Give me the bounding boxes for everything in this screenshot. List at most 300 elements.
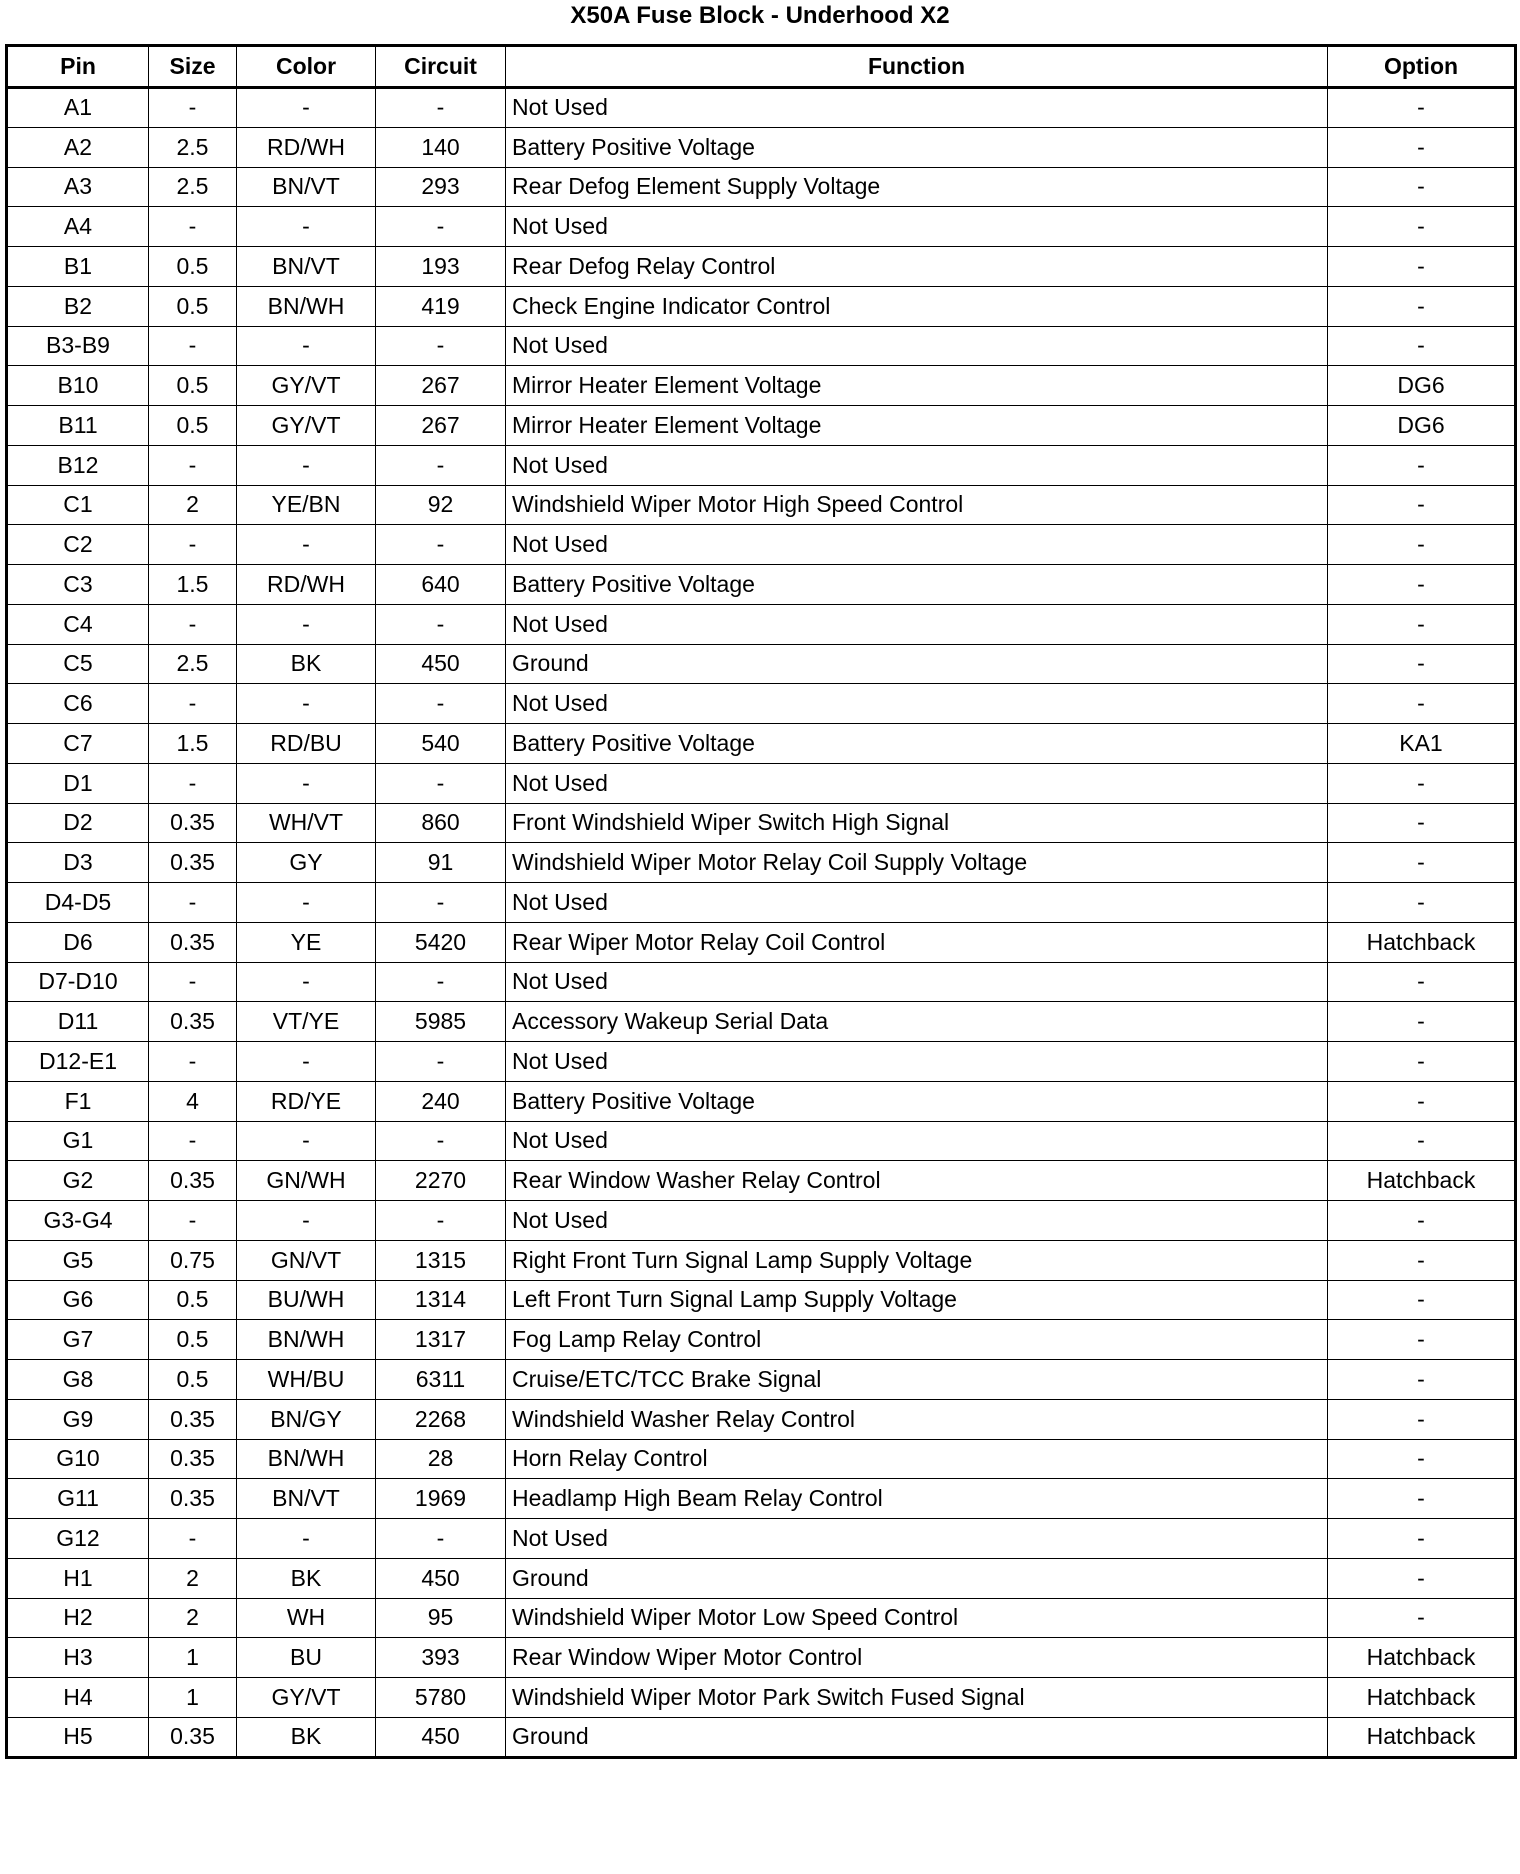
cell-pin: G5 (7, 1240, 149, 1280)
cell-color: - (237, 445, 376, 485)
cell-pin: A4 (7, 207, 149, 247)
cell-size: - (149, 1121, 237, 1161)
cell-size: 0.5 (149, 366, 237, 406)
table-row (7, 1002, 1516, 1042)
table-row (7, 724, 1516, 764)
cell-option: - (1328, 247, 1516, 287)
cell-color: BU (237, 1638, 376, 1678)
cell-function: Not Used (506, 763, 1328, 803)
cell-circuit: 860 (376, 803, 506, 843)
cell-function: Left Front Turn Signal Lamp Supply Voltage (506, 1280, 1328, 1320)
cell-circuit: - (376, 326, 506, 366)
cell-size: 0.5 (149, 406, 237, 446)
cell-circuit: 193 (376, 247, 506, 287)
cell-circuit: - (376, 207, 506, 247)
cell-option: - (1328, 1042, 1516, 1082)
column-header-option: Option (1328, 46, 1516, 88)
cell-pin: B11 (7, 406, 149, 446)
table-row (7, 1479, 1516, 1519)
cell-function: Windshield Wiper Motor Relay Coil Supply Voltage (506, 843, 1328, 883)
cell-circuit: 1969 (376, 1479, 506, 1519)
cell-circuit: - (376, 1121, 506, 1161)
cell-circuit: 1317 (376, 1320, 506, 1360)
cell-color: - (237, 326, 376, 366)
cell-circuit: 267 (376, 366, 506, 406)
table-row (7, 1320, 1516, 1360)
cell-pin: G7 (7, 1320, 149, 1360)
cell-pin: G8 (7, 1360, 149, 1400)
cell-size: 2.5 (149, 127, 237, 167)
cell-circuit: - (376, 445, 506, 485)
table-row (7, 1081, 1516, 1121)
cell-color: BN/WH (237, 1320, 376, 1360)
cell-size: - (149, 962, 237, 1002)
table-row (7, 88, 1516, 128)
cell-color: YE/BN (237, 485, 376, 525)
cell-option: - (1328, 1280, 1516, 1320)
cell-option: - (1328, 127, 1516, 167)
cell-option: - (1328, 763, 1516, 803)
cell-option: - (1328, 1439, 1516, 1479)
cell-size: - (149, 1201, 237, 1241)
cell-option: - (1328, 1598, 1516, 1638)
cell-size: 0.5 (149, 286, 237, 326)
cell-circuit: 2268 (376, 1399, 506, 1439)
cell-size: 0.35 (149, 1002, 237, 1042)
cell-color: BN/VT (237, 247, 376, 287)
cell-option: - (1328, 485, 1516, 525)
cell-size: - (149, 207, 237, 247)
cell-pin: D7-D10 (7, 962, 149, 1002)
cell-function: Mirror Heater Element Voltage (506, 366, 1328, 406)
cell-pin: F1 (7, 1081, 149, 1121)
cell-pin: A2 (7, 127, 149, 167)
table-row (7, 565, 1516, 605)
cell-color: - (237, 88, 376, 128)
cell-pin: B2 (7, 286, 149, 326)
table-row (7, 1598, 1516, 1638)
cell-color: - (237, 1201, 376, 1241)
table-row (7, 962, 1516, 1002)
table-row (7, 1121, 1516, 1161)
cell-color: RD/YE (237, 1081, 376, 1121)
cell-color: - (237, 207, 376, 247)
cell-function: Ground (506, 1717, 1328, 1757)
cell-color: - (237, 962, 376, 1002)
cell-option: - (1328, 1081, 1516, 1121)
table-row (7, 883, 1516, 923)
cell-color: BK (237, 644, 376, 684)
cell-pin: G2 (7, 1161, 149, 1201)
cell-circuit: 240 (376, 1081, 506, 1121)
cell-function: Horn Relay Control (506, 1439, 1328, 1479)
cell-size: 0.5 (149, 1360, 237, 1400)
cell-function: Not Used (506, 326, 1328, 366)
table-row (7, 525, 1516, 565)
cell-pin: C7 (7, 724, 149, 764)
cell-circuit: - (376, 604, 506, 644)
cell-color: RD/WH (237, 127, 376, 167)
cell-function: Not Used (506, 684, 1328, 724)
cell-function: Headlamp High Beam Relay Control (506, 1479, 1328, 1519)
cell-option: Hatchback (1328, 1161, 1516, 1201)
cell-size: - (149, 525, 237, 565)
cell-size: 1.5 (149, 724, 237, 764)
cell-pin: C1 (7, 485, 149, 525)
cell-circuit: 267 (376, 406, 506, 446)
cell-pin: G9 (7, 1399, 149, 1439)
page-title: X50A Fuse Block - Underhood X2 (570, 2, 950, 29)
cell-circuit: 1314 (376, 1280, 506, 1320)
cell-size: 0.35 (149, 1479, 237, 1519)
cell-color: WH/BU (237, 1360, 376, 1400)
table-row (7, 1638, 1516, 1678)
cell-size: - (149, 883, 237, 923)
cell-circuit: 6311 (376, 1360, 506, 1400)
column-header-pin: Pin (7, 46, 149, 88)
table-row (7, 803, 1516, 843)
cell-circuit: 5420 (376, 922, 506, 962)
cell-color: GN/WH (237, 1161, 376, 1201)
cell-size: 0.5 (149, 247, 237, 287)
cell-size: 0.35 (149, 843, 237, 883)
cell-color: - (237, 1042, 376, 1082)
cell-circuit: - (376, 1519, 506, 1559)
cell-pin: G1 (7, 1121, 149, 1161)
cell-pin: D6 (7, 922, 149, 962)
cell-option: - (1328, 565, 1516, 605)
cell-color: GY/VT (237, 1678, 376, 1718)
cell-option: - (1328, 1320, 1516, 1360)
table-row (7, 445, 1516, 485)
cell-option: DG6 (1328, 406, 1516, 446)
cell-option: - (1328, 286, 1516, 326)
cell-function: Battery Positive Voltage (506, 724, 1328, 764)
cell-option: - (1328, 1399, 1516, 1439)
table-row (7, 1042, 1516, 1082)
cell-option: - (1328, 1121, 1516, 1161)
cell-size: 1 (149, 1678, 237, 1718)
cell-pin: C4 (7, 604, 149, 644)
cell-circuit: 540 (376, 724, 506, 764)
cell-size: 0.35 (149, 1717, 237, 1757)
cell-color: GY (237, 843, 376, 883)
cell-size: - (149, 445, 237, 485)
cell-circuit: 5985 (376, 1002, 506, 1042)
cell-function: Rear Window Wiper Motor Control (506, 1638, 1328, 1678)
cell-function: Not Used (506, 962, 1328, 1002)
cell-color: BN/WH (237, 286, 376, 326)
cell-color: WH/VT (237, 803, 376, 843)
cell-function: Not Used (506, 604, 1328, 644)
table-row (7, 763, 1516, 803)
cell-circuit: - (376, 525, 506, 565)
cell-function: Not Used (506, 525, 1328, 565)
cell-function: Rear Defog Element Supply Voltage (506, 167, 1328, 207)
table-row (7, 1519, 1516, 1559)
cell-option: - (1328, 445, 1516, 485)
cell-function: Windshield Wiper Motor High Speed Control (506, 485, 1328, 525)
cell-circuit: 95 (376, 1598, 506, 1638)
cell-option: - (1328, 803, 1516, 843)
cell-pin: G10 (7, 1439, 149, 1479)
cell-circuit: 640 (376, 565, 506, 605)
cell-pin: H3 (7, 1638, 149, 1678)
table-row (7, 366, 1516, 406)
cell-function: Front Windshield Wiper Switch High Signal (506, 803, 1328, 843)
table-row (7, 1280, 1516, 1320)
cell-option: - (1328, 962, 1516, 1002)
table-row (7, 1360, 1516, 1400)
cell-function: Battery Positive Voltage (506, 1081, 1328, 1121)
cell-color: BU/WH (237, 1280, 376, 1320)
column-header-color: Color (237, 46, 376, 88)
cell-pin: H1 (7, 1558, 149, 1598)
cell-function: Not Used (506, 883, 1328, 923)
table-row (7, 286, 1516, 326)
cell-pin: B10 (7, 366, 149, 406)
cell-function: Not Used (506, 88, 1328, 128)
cell-color: BN/VT (237, 167, 376, 207)
cell-option: - (1328, 1002, 1516, 1042)
cell-function: Mirror Heater Element Voltage (506, 406, 1328, 446)
cell-size: 0.35 (149, 803, 237, 843)
header-row (7, 46, 1516, 88)
table-row (7, 604, 1516, 644)
table-row (7, 1717, 1516, 1757)
cell-pin: H4 (7, 1678, 149, 1718)
cell-function: Ground (506, 644, 1328, 684)
cell-circuit: - (376, 962, 506, 1002)
table-row (7, 922, 1516, 962)
cell-color: GY/VT (237, 406, 376, 446)
cell-function: Not Used (506, 1042, 1328, 1082)
cell-circuit: 450 (376, 1558, 506, 1598)
cell-circuit: - (376, 684, 506, 724)
cell-circuit: 293 (376, 167, 506, 207)
cell-size: 4 (149, 1081, 237, 1121)
cell-size: 2 (149, 485, 237, 525)
cell-pin: A3 (7, 167, 149, 207)
cell-color: - (237, 1519, 376, 1559)
cell-size: 0.35 (149, 1399, 237, 1439)
cell-option: KA1 (1328, 724, 1516, 764)
cell-size: 0.35 (149, 922, 237, 962)
cell-color: RD/BU (237, 724, 376, 764)
cell-option: - (1328, 167, 1516, 207)
cell-option: - (1328, 207, 1516, 247)
cell-option: - (1328, 843, 1516, 883)
table-row (7, 167, 1516, 207)
column-header-function: Function (506, 46, 1328, 88)
cell-option: - (1328, 326, 1516, 366)
cell-color: BN/VT (237, 1479, 376, 1519)
table-row (7, 485, 1516, 525)
cell-function: Windshield Wiper Motor Low Speed Control (506, 1598, 1328, 1638)
cell-option: - (1328, 525, 1516, 565)
cell-size: 0.35 (149, 1161, 237, 1201)
table-row (7, 1678, 1516, 1718)
table-row (7, 1201, 1516, 1241)
table-row (7, 207, 1516, 247)
cell-color: - (237, 763, 376, 803)
table-row (7, 1240, 1516, 1280)
cell-color: VT/YE (237, 1002, 376, 1042)
cell-pin: D3 (7, 843, 149, 883)
cell-option: - (1328, 684, 1516, 724)
cell-pin: G12 (7, 1519, 149, 1559)
cell-color: BN/GY (237, 1399, 376, 1439)
cell-function: Not Used (506, 207, 1328, 247)
cell-option: - (1328, 883, 1516, 923)
cell-circuit: 419 (376, 286, 506, 326)
cell-size: - (149, 88, 237, 128)
cell-size: 2.5 (149, 644, 237, 684)
cell-circuit: - (376, 1201, 506, 1241)
cell-pin: A1 (7, 88, 149, 128)
cell-option: - (1328, 1558, 1516, 1598)
table-body (7, 88, 1516, 1758)
cell-color: GN/VT (237, 1240, 376, 1280)
cell-pin: B1 (7, 247, 149, 287)
cell-circuit: 28 (376, 1439, 506, 1479)
cell-color: BK (237, 1717, 376, 1757)
cell-size: 2.5 (149, 167, 237, 207)
cell-size: 1 (149, 1638, 237, 1678)
cell-function: Not Used (506, 1201, 1328, 1241)
cell-circuit: - (376, 883, 506, 923)
cell-option: DG6 (1328, 366, 1516, 406)
cell-color: - (237, 604, 376, 644)
cell-pin: B3-B9 (7, 326, 149, 366)
cell-pin: D11 (7, 1002, 149, 1042)
cell-option: - (1328, 604, 1516, 644)
cell-size: - (149, 684, 237, 724)
cell-size: 0.5 (149, 1280, 237, 1320)
pinout-table (5, 44, 1517, 1759)
cell-function: Right Front Turn Signal Lamp Supply Voltage (506, 1240, 1328, 1280)
cell-pin: C2 (7, 525, 149, 565)
cell-pin: C5 (7, 644, 149, 684)
cell-function: Check Engine Indicator Control (506, 286, 1328, 326)
cell-circuit: - (376, 763, 506, 803)
cell-option: Hatchback (1328, 1717, 1516, 1757)
cell-circuit: 92 (376, 485, 506, 525)
table-row (7, 127, 1516, 167)
cell-size: 0.75 (149, 1240, 237, 1280)
column-header-size: Size (149, 46, 237, 88)
table-row (7, 1558, 1516, 1598)
table-row (7, 1399, 1516, 1439)
cell-size: - (149, 604, 237, 644)
cell-circuit: 393 (376, 1638, 506, 1678)
cell-function: Accessory Wakeup Serial Data (506, 1002, 1328, 1042)
cell-option: Hatchback (1328, 1638, 1516, 1678)
cell-size: - (149, 1042, 237, 1082)
cell-size: 1.5 (149, 565, 237, 605)
cell-circuit: 5780 (376, 1678, 506, 1718)
cell-pin: D2 (7, 803, 149, 843)
cell-option: - (1328, 644, 1516, 684)
cell-color: BK (237, 1558, 376, 1598)
cell-pin: G11 (7, 1479, 149, 1519)
cell-pin: G3-G4 (7, 1201, 149, 1241)
cell-pin: H2 (7, 1598, 149, 1638)
cell-pin: G6 (7, 1280, 149, 1320)
cell-size: - (149, 763, 237, 803)
cell-circuit: 450 (376, 1717, 506, 1757)
cell-function: Battery Positive Voltage (506, 127, 1328, 167)
cell-color: WH (237, 1598, 376, 1638)
cell-function: Battery Positive Voltage (506, 565, 1328, 605)
cell-circuit: - (376, 88, 506, 128)
cell-option: Hatchback (1328, 1678, 1516, 1718)
table-row (7, 1161, 1516, 1201)
cell-size: - (149, 326, 237, 366)
cell-function: Windshield Washer Relay Control (506, 1399, 1328, 1439)
table-row (7, 843, 1516, 883)
cell-pin: C3 (7, 565, 149, 605)
cell-function: Fog Lamp Relay Control (506, 1320, 1328, 1360)
cell-color: - (237, 883, 376, 923)
cell-option: - (1328, 1240, 1516, 1280)
cell-function: Rear Defog Relay Control (506, 247, 1328, 287)
cell-color: - (237, 1121, 376, 1161)
cell-option: Hatchback (1328, 922, 1516, 962)
table-row (7, 1439, 1516, 1479)
cell-size: 0.35 (149, 1439, 237, 1479)
cell-color: GY/VT (237, 366, 376, 406)
cell-pin: D1 (7, 763, 149, 803)
cell-pin: C6 (7, 684, 149, 724)
table-row (7, 684, 1516, 724)
cell-function: Not Used (506, 445, 1328, 485)
cell-circuit: 2270 (376, 1161, 506, 1201)
cell-size: - (149, 1519, 237, 1559)
cell-color: - (237, 684, 376, 724)
cell-color: - (237, 525, 376, 565)
cell-circuit: 91 (376, 843, 506, 883)
cell-function: Cruise/ETC/TCC Brake Signal (506, 1360, 1328, 1400)
cell-function: Rear Wiper Motor Relay Coil Control (506, 922, 1328, 962)
cell-color: RD/WH (237, 565, 376, 605)
cell-option: - (1328, 88, 1516, 128)
cell-size: 0.5 (149, 1320, 237, 1360)
cell-function: Ground (506, 1558, 1328, 1598)
table-row (7, 326, 1516, 366)
cell-function: Windshield Wiper Motor Park Switch Fused Signal (506, 1678, 1328, 1718)
cell-pin: D4-D5 (7, 883, 149, 923)
cell-circuit: - (376, 1042, 506, 1082)
table-row (7, 406, 1516, 446)
cell-size: 2 (149, 1598, 237, 1638)
cell-option: - (1328, 1201, 1516, 1241)
cell-pin: H5 (7, 1717, 149, 1757)
cell-color: BN/WH (237, 1439, 376, 1479)
cell-pin: B12 (7, 445, 149, 485)
cell-function: Not Used (506, 1121, 1328, 1161)
cell-function: Not Used (506, 1519, 1328, 1559)
table-row (7, 247, 1516, 287)
cell-option: - (1328, 1360, 1516, 1400)
cell-option: - (1328, 1519, 1516, 1559)
cell-circuit: 1315 (376, 1240, 506, 1280)
column-header-circuit: Circuit (376, 46, 506, 88)
table-row (7, 644, 1516, 684)
cell-color: YE (237, 922, 376, 962)
table-header (7, 46, 1516, 88)
cell-circuit: 450 (376, 644, 506, 684)
